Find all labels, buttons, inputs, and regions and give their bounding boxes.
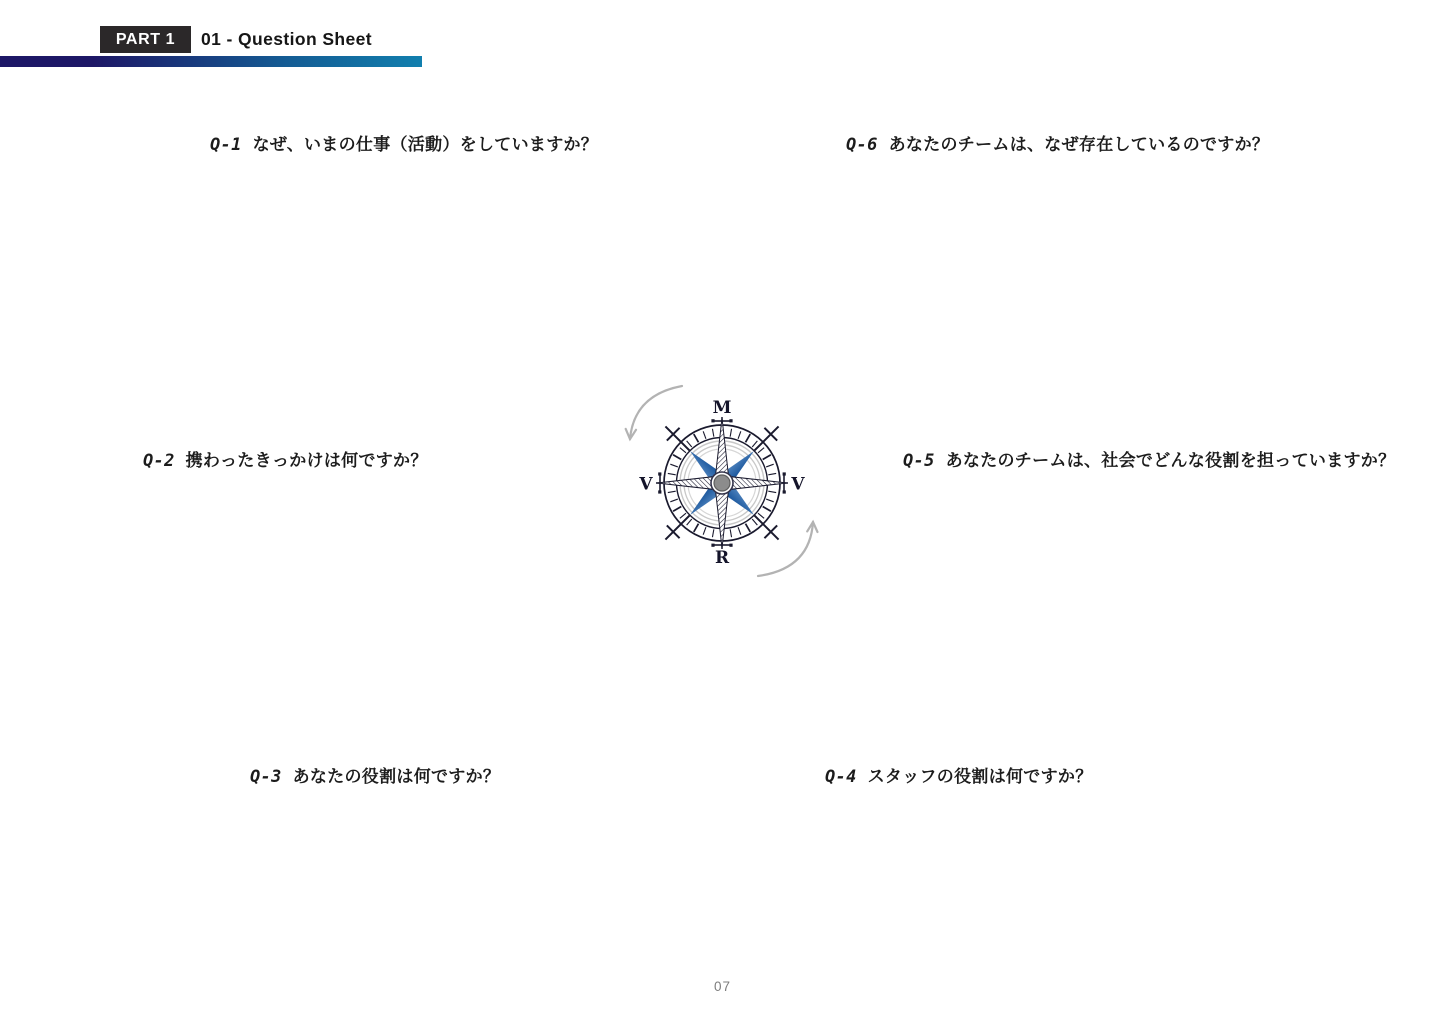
- question-q1-text: なぜ、いまの仕事（活動）をしていますか？: [252, 135, 599, 154]
- question-q5-text: あなたのチームは、社会でどんな役割を担っていますか？: [945, 451, 1396, 470]
- header-accent-bar: [0, 56, 422, 67]
- compass-illustration: [587, 348, 857, 618]
- question-q3: [250, 762, 500, 787]
- compass-hub: [711, 472, 733, 494]
- question-q3-text: あなたの役割は何ですか？: [292, 767, 501, 786]
- compass-letter-bottom: R: [714, 548, 730, 568]
- question-q6: [846, 130, 1269, 155]
- question-q4-label: Q-4: [825, 767, 857, 787]
- question-q2-label: Q-2: [143, 451, 175, 471]
- compass-letter-top: M: [712, 398, 732, 418]
- rotation-arrow-top-left: [626, 386, 682, 439]
- part-badge-label: PART 1: [115, 30, 176, 48]
- compass-rose-icon: [587, 348, 857, 618]
- question-q6-label: Q-6: [846, 135, 878, 155]
- question-q4-text: スタッフの役割は何ですか？: [867, 767, 1093, 786]
- question-q2: [143, 446, 428, 471]
- question-q5: [903, 446, 1395, 471]
- question-q1: [210, 130, 598, 155]
- question-q6-text: あなたのチームは、なぜ存在しているのですか？: [888, 135, 1270, 154]
- part-badge: [100, 26, 191, 53]
- question-q3-label: Q-3: [250, 767, 282, 787]
- page-number: 07: [713, 979, 732, 994]
- compass-letter-left: V: [639, 474, 653, 495]
- page-title: 01 - Question Sheet: [201, 29, 372, 49]
- rotation-arrow-bottom-right: [758, 522, 818, 576]
- question-q4: [825, 762, 1093, 787]
- question-q1-label: Q-1: [210, 135, 242, 155]
- question-q2-text: 携わったきっかけは何ですか？: [185, 451, 428, 470]
- compass-letter-right: V: [791, 474, 805, 495]
- question-q5-label: Q-5: [903, 451, 935, 471]
